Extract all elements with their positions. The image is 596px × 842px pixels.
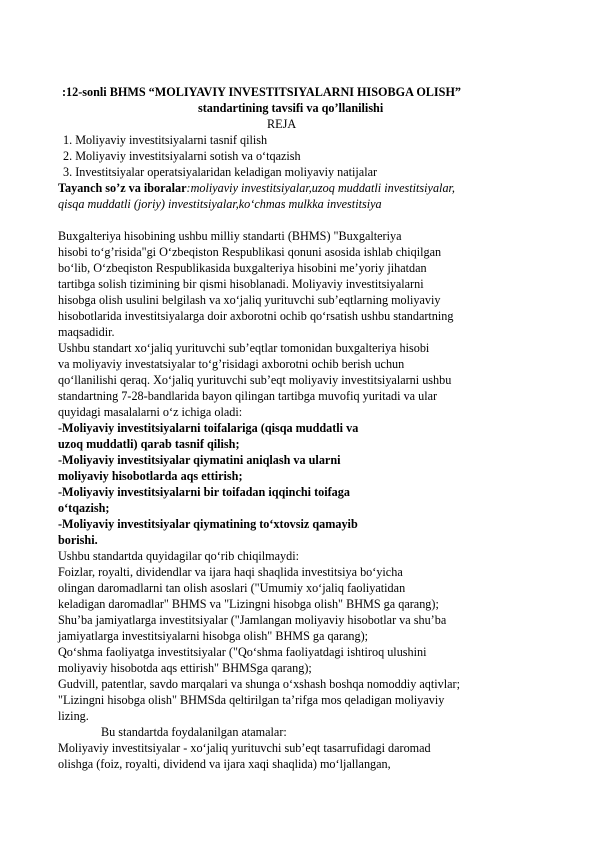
keywords-text: :moliyaviy investitsiyalar,uzoq muddatli investitsiyalar, [186, 181, 455, 195]
keywords-line [58, 180, 538, 196]
paragraph-line: Moliyaviy investitsiyalar - xo‘jaliq yurituvchi sub’eqt tasarrufidagi daromad [58, 741, 431, 755]
paragraph-line: Buxgalteriya hisobining ushbu milliy standarti (BHMS) "Buxgalteriya [58, 229, 402, 243]
plan-heading: REJA [267, 117, 297, 131]
paragraph-line: keladigan daromadlar" BHMS va "Lizingni hisobga olish" BHMS ga qarang); [58, 597, 439, 611]
keywords-text: qisqa muddatli (joriy) investitsiyalar,ko‘chmas mulkka investitsiya [58, 197, 382, 211]
paragraph-line: va moliyaviy investatsiyalar to‘g’risidagi axborotni ochib berish uchun [58, 357, 405, 371]
bold-list-line: -Moliyaviy investitsiyalarni bir toifadan iqqinchi toifaga [58, 485, 350, 499]
bold-list-line: -Moliyaviy investitsiyalarni toifalariga (qisqa muddatli va [58, 421, 359, 435]
paragraph-line: Foizlar, royalti, dividendlar va ijara haqi shaqlida investitsiya bo‘yicha [58, 565, 403, 579]
bold-list-line: moliyaviy hisobotlarda aqs ettirish; [58, 469, 243, 483]
paragraph-line: Qo‘shma faoliyatga investitsiyalar ("Qo‘shma faoliyatdagi ishtiroq ulushini [58, 645, 427, 659]
plan-item: 1. Moliyaviy investitsiyalarni tasnif qilish [63, 133, 268, 147]
bold-list-line: -Moliyaviy investitsiyalar qiymatining to‘xtovsiz qamayib [58, 517, 358, 531]
paragraph-line: bo‘lib, O‘zbeqiston Respublikasida buxgalteriya hisobini me’yoriy jihatdan [58, 261, 427, 275]
paragraph-line: Ushbu standartda quyidagilar qo‘rib chiqilmaydi: [58, 549, 299, 563]
paragraph-line: "Lizingni hisobga olish" BHMSda qeltirilgan ta’rifga mos qeladigan moliyaviy [58, 693, 445, 707]
plan-item: 3. Investitsiyalar operatsiyalaridan keladigan moliyaviy natijalar [63, 165, 378, 179]
document-title: :12-sonli BHMS “MOLIYAVIY INVESTITSIYALARNI HISOBGA OLISH” [62, 85, 462, 99]
bold-list-line: uzoq muddatli) qarab tasnif qilish; [58, 437, 240, 451]
paragraph-line: quyidagi masalalarni o‘z ichiga oladi: [58, 405, 243, 419]
document-subtitle: standartining tavsifi va qo’llanilishi [198, 101, 384, 115]
paragraph-line: olingan daromadlarni tan olish asoslari ("Umumiy xo‘jaliq faoliyatidan [58, 581, 406, 595]
plan-item: 2. Moliyaviy investitsiyalarni sotish va o‘tqazish [63, 149, 301, 163]
paragraph-line: Shu’ba jamiyatlarga investitsiyalar ("Jamlangan moliyaviy hisobotlar va shu’ba [58, 613, 447, 627]
paragraph-line: Ushbu standart xo‘jaliq yurituvchi sub’eqtlar tomonidan buxgalteriya hisobi [58, 341, 430, 355]
paragraph-line: maqsadidir. [58, 325, 115, 339]
paragraph-line: tartibga solish tizimining bir qismi hisoblanadi. Moliyaviy investitsiyalarni [58, 277, 424, 291]
paragraph-line: qo‘llanilishi qeraq. Xo‘jaliq yurituvchi sub’eqt moliyaviy investitsiyalarni ushbu [58, 373, 452, 387]
paragraph-line: olishga (foiz, royalti, dividend va ijara xaqi shaqlida) mo‘ljallangan, [58, 757, 391, 771]
paragraph-line: hisobga olish usulini belgilash va xo‘jaliq yurituvchi sub’eqtlarning moliyaviy [58, 293, 441, 307]
paragraph-line: jamiyatlarga investitsiyalarni hisobga olish" BHMS ga qarang); [58, 629, 369, 643]
terms-heading: Bu standartda foydalanilgan atamalar: [101, 725, 287, 739]
bold-list-line: o‘tqazish; [58, 501, 110, 515]
paragraph-line: lizing. [58, 709, 89, 723]
paragraph-line: hisobi to‘g’risida"gi O‘zbeqiston Respublikasi qonuni asosida ishlab chiqilgan [58, 245, 442, 259]
paragraph-line: Gudvill, patentlar, savdo marqalari va shunga o‘xshash boshqa nomoddiy aqtivlar; [58, 677, 460, 691]
paragraph-line: moliyaviy hisobotda aqs ettirish" BHMSga qarang); [58, 661, 312, 675]
bold-list-line: borishi. [58, 533, 98, 547]
keywords-label: Tayanch so’z va iboralar [58, 181, 187, 195]
paragraph-line: standartning 7-28-bandlarida bayon qilingan tartibga muvofiq yuritadi va ular [58, 389, 438, 403]
bold-list-line: -Moliyaviy investitsiyalar qiymatini aniqlash va ularni [58, 453, 341, 467]
paragraph-line: hisobotlarida investitsiyalarga doir axborotni ochib qo‘rsatish ushbu standartning [58, 309, 454, 323]
